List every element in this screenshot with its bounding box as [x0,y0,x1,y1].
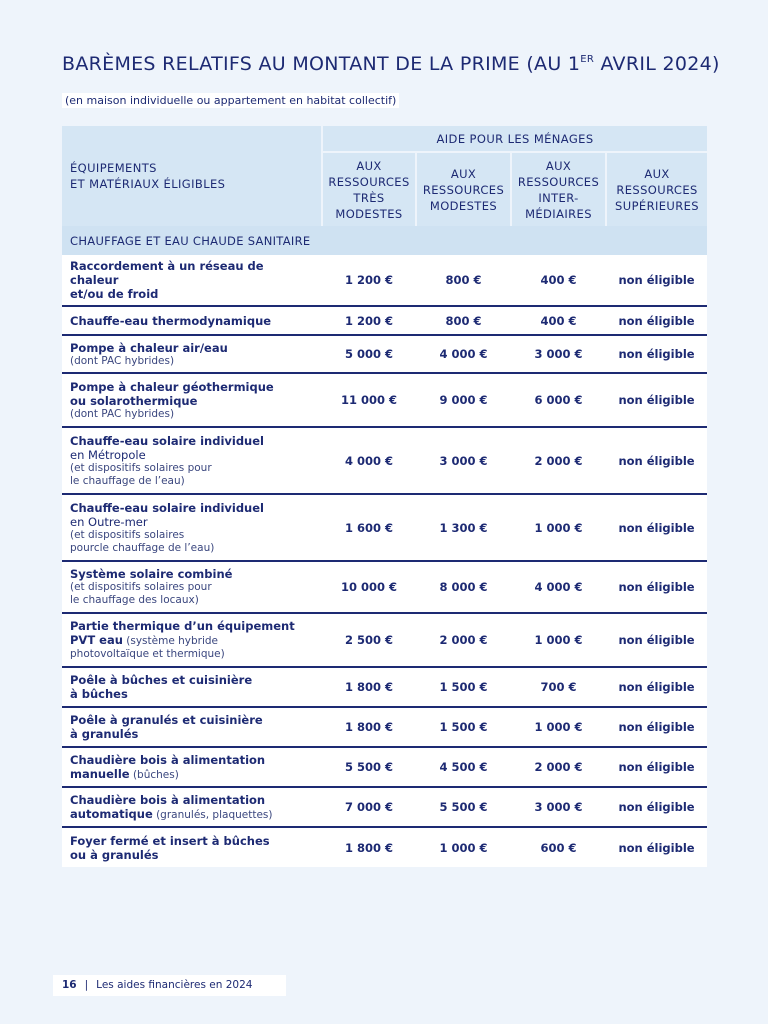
prime-table [62,126,707,867]
amount-cell: 6 000 € [511,373,606,427]
amount-cell: 5 500 € [416,787,511,827]
page-number: 16 [62,979,77,991]
column-header-line: AUX [644,166,670,181]
equipment-name-text: Chaudière bois à alimentation [70,792,266,807]
amount-cell: 2 000 € [416,613,511,667]
table-row [62,494,707,561]
amount-cell: 4 000 € [322,427,416,494]
amount-cell: 9 000 € [416,373,511,427]
amount-cell: 700 € [511,667,606,707]
amount-cell: 2 500 € [322,613,416,667]
column-header-line: SUPÉRIEURES [615,198,699,213]
column-header-line: INTER- [538,190,579,205]
equipment-name-text: Chauffe-eau thermodynamique [70,313,272,328]
equipment-name-line [70,848,314,862]
ineligible-cell: non éligible [606,427,707,494]
amount-cell: 1 800 € [322,827,416,867]
amount-cell: 3 000 € [511,787,606,827]
equipment-name-line [70,727,314,741]
equipment-cell [62,561,322,613]
amount-cell: 1 000 € [511,613,606,667]
table-row [62,427,707,494]
equipment-header-line-2: ET MATÉRIAUX ÉLIGIBLES [70,177,226,191]
equipment-inline-note: (bûches) [129,768,179,781]
ineligible-cell: non éligible [606,787,707,827]
table-row [62,255,707,306]
page-title [62,53,720,75]
amount-cell: 3 000 € [511,335,606,373]
table-row [62,787,707,827]
equipment-cell [62,707,322,747]
equipment-name-text: Pompe à chaleur géothermique [70,379,274,394]
page-subtitle: (en maison individuelle ou appartement en habitat collectif) [62,93,399,108]
table-row [62,827,707,867]
equipment-cell [62,335,322,373]
table-row [62,613,707,667]
ineligible-cell: non éligible [606,667,707,707]
amount-cell: 1 200 € [322,255,416,306]
equipment-name-text: à bûches [70,687,128,701]
equipment-name-line [70,713,314,727]
equipment-name-line [70,633,314,648]
equipment-name-line [70,314,314,328]
amount-cell: 4 500 € [416,747,511,787]
ineligible-cell: non éligible [606,255,707,306]
column-header-line: MÉDIAIRES [525,206,592,221]
equipment-name-text: Foyer fermé et insert à bûches [70,833,270,848]
ineligible-cell: non éligible [606,306,707,335]
amount-cell: 10 000 € [322,561,416,613]
table-row [62,747,707,787]
equipment-name-text: et/ou de froid [70,287,159,301]
table-row [62,707,707,747]
amount-cell: 1 500 € [416,707,511,747]
amount-cell: 1 000 € [511,707,606,747]
column-header [511,152,606,226]
equipment-name-line [70,501,314,515]
section-header: CHAUFFAGE ET EAU CHAUDE SANITAIRE [62,226,707,255]
equipment-name-text: à granulés [70,727,139,741]
amount-cell: 1 000 € [511,494,606,561]
equipment-note: (dont PAC hybrides) [70,354,175,367]
ineligible-cell: non éligible [606,373,707,427]
amount-cell: 1 000 € [416,827,511,867]
table-row [62,373,707,427]
ineligible-cell: non éligible [606,707,707,747]
title-superscript: ER [580,54,595,65]
equipment-header-line-1: ÉQUIPEMENTS [70,161,157,175]
column-header-line: AUX [545,158,572,173]
ineligible-cell: non éligible [606,561,707,613]
column-header [416,152,511,226]
amount-cell: 1 300 € [416,494,511,561]
column-header-line: RESSOURCES [422,182,505,197]
equipment-note: le chauffage des locaux) [70,594,199,606]
equipment-name-line [70,380,314,394]
amount-cell: 1 800 € [322,707,416,747]
equipment-name-line [70,687,314,701]
ineligible-cell: non éligible [606,335,707,373]
equipment-name-line [70,434,314,448]
equipment-name-text: ou à granulés [70,847,159,862]
equipment-location: en Outre-mer [70,514,148,529]
equipment-name-line [70,793,314,807]
ineligible-cell: non éligible [606,827,707,867]
footer-separator: | [84,979,89,991]
ineligible-cell: non éligible [606,613,707,667]
equipment-name-line [70,619,314,633]
amount-cell: 7 000 € [322,787,416,827]
footer-text: Les aides financières en 2024 [96,979,253,991]
amount-cell: 2 000 € [511,427,606,494]
equipment-inline-note: (système hybride [122,635,219,647]
column-header-line: RESSOURCES [616,182,698,197]
table-row [62,667,707,707]
title-end: AVRIL 2024) [594,53,720,75]
equipment-header [62,126,322,226]
ineligible-cell: non éligible [606,747,707,787]
equipment-name-text: Chauffe-eau solaire individuel [70,500,264,515]
equipment-name-text: Raccordement à un réseau de chaleur [70,259,264,287]
amount-cell: 5 000 € [322,335,416,373]
equipment-name-line [70,287,314,301]
equipment-name-text: Poêle à bûches et cuisinière [70,673,253,687]
amount-cell: 1 600 € [322,494,416,561]
equipment-note: (et dispositifs solaires [70,528,185,541]
equipment-location: en Métropole [70,447,146,462]
equipment-name-text: automatique [70,806,153,821]
amount-cell: 600 € [511,827,606,867]
amount-cell: 3 000 € [416,427,511,494]
column-header [606,152,707,226]
amount-cell: 5 500 € [322,747,416,787]
equipment-name-line [70,834,314,848]
equipment-name-text: PVT eau [70,633,123,647]
equipment-name-text: ou solarothermique [70,393,198,408]
amount-cell: 8 000 € [416,561,511,613]
table-row [62,335,707,373]
table-row [62,306,707,335]
ineligible-cell: non éligible [606,494,707,561]
amount-cell: 400 € [511,306,606,335]
equipment-note: (et dispositifs solaires pour [70,461,212,474]
equipment-cell [62,255,322,306]
equipment-name-text: Partie thermique d’un équipement [70,619,295,633]
equipment-cell [62,613,322,667]
amount-cell: 1 200 € [322,306,416,335]
column-header [322,152,416,226]
equipment-cell [62,667,322,707]
amount-cell: 1 500 € [416,667,511,707]
equipment-name-text: Pompe à chaleur air/eau [70,340,228,355]
column-header-line: RESSOURCES [517,174,600,189]
equipment-name-text: Poêle à granulés et cuisinière [70,713,263,727]
amount-cell: 4 000 € [511,561,606,613]
title-main: BARÈMES RELATIFS AU MONTANT DE LA PRIME (AU 1 [62,53,581,75]
equipment-cell [62,787,322,827]
equipment-name-text: Système solaire combiné [70,567,233,581]
equipment-note: (et dispositifs solaires pour [70,581,212,593]
equipment-cell [62,427,322,494]
aide-header: AIDE POUR LES MÉNAGES [322,126,707,152]
page-footer [53,975,286,996]
amount-cell: 11 000 € [322,373,416,427]
equipment-name-text: manuelle [70,766,130,781]
equipment-note: photovoltaïque et thermique) [70,648,225,660]
column-header-line: AUX [450,166,477,181]
equipment-name-text: Chauffe-eau solaire individuel [70,433,264,448]
equipment-cell [62,306,322,335]
equipment-note: (dont PAC hybrides) [70,407,175,420]
amount-cell: 800 € [416,306,511,335]
equipment-name-line [70,567,314,581]
equipment-name-line [70,807,314,822]
equipment-note: le chauffage de l’eau) [70,474,185,487]
equipment-name-line [70,767,314,782]
equipment-inline-note: (granulés, plaquettes) [152,808,273,821]
equipment-name-line [70,394,314,408]
column-header-line: AUX [356,158,382,173]
column-header-line: MODESTES [335,206,403,221]
equipment-name-line [70,259,314,287]
amount-cell: 2 000 € [511,747,606,787]
equipment-note: pourcle chauffage de l’eau) [70,541,215,554]
equipment-name-text: Chaudière bois à alimentation [70,752,266,767]
column-header-line: RESSOURCES [328,174,410,189]
amount-cell: 800 € [416,255,511,306]
equipment-name-line [70,753,314,767]
column-header-line: MODESTES [429,198,498,213]
equipment-cell [62,494,322,561]
column-header-line: TRÈS [353,190,385,205]
amount-cell: 400 € [511,255,606,306]
equipment-cell [62,747,322,787]
equipment-cell [62,827,322,867]
equipment-name-line [70,341,314,355]
amount-cell: 1 800 € [322,667,416,707]
equipment-cell [62,373,322,427]
equipment-name-line [70,673,314,687]
amount-cell: 4 000 € [416,335,511,373]
table-row [62,561,707,613]
